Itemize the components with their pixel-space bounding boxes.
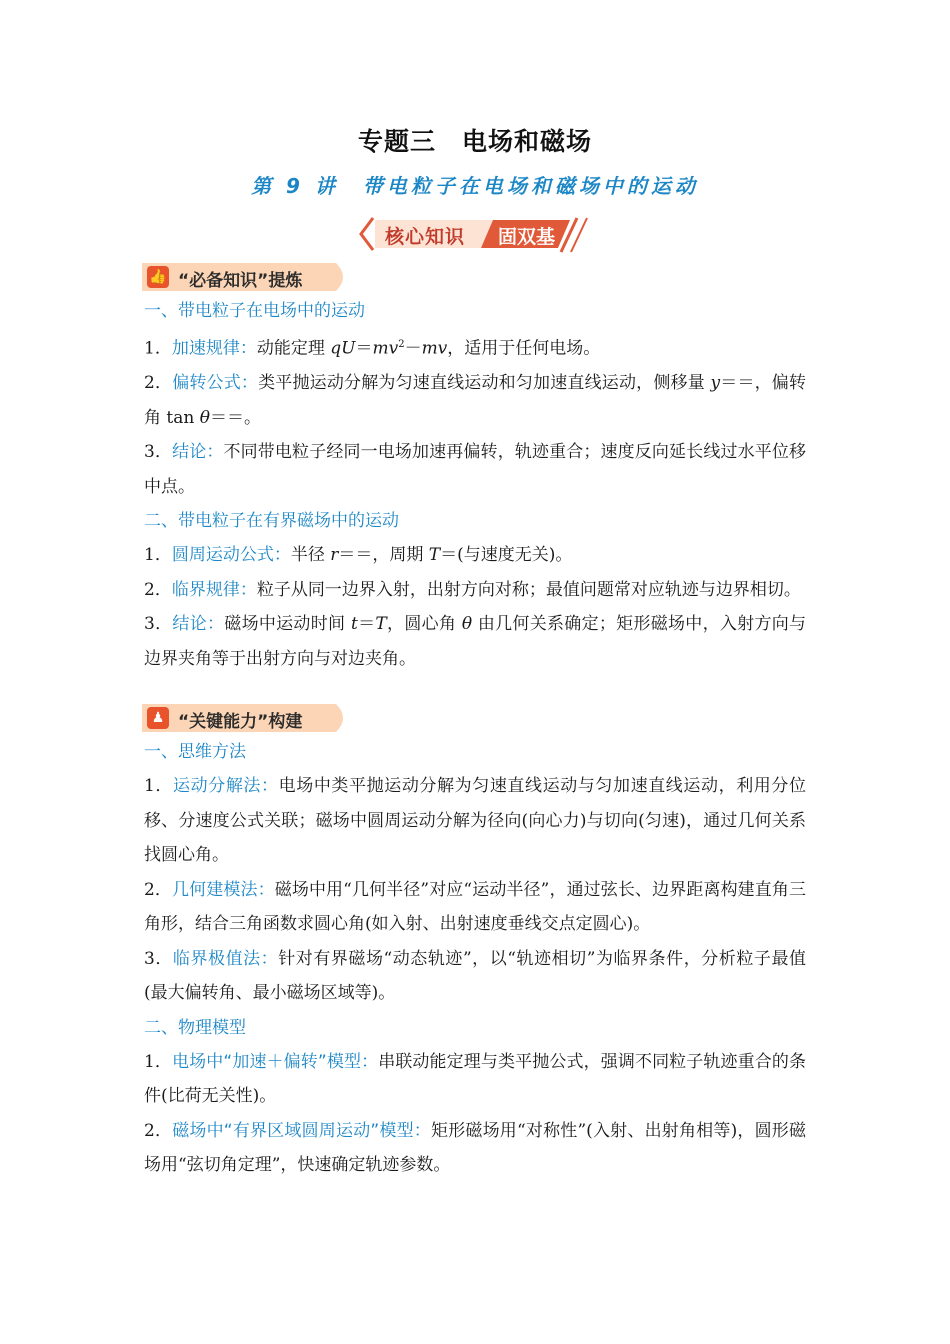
banner-right-label: 固双基: [498, 226, 556, 248]
essential-knowledge-content: [144, 294, 806, 676]
item-conclusion-magnetic: 3．结论：磁场中运动时间 t＝T，圆心角 θ 由几何关系确定；矩形磁场中，入射方向与边界夹角等于出射方向与对边夹角。: [144, 614, 807, 669]
item-acceleration-deflection-model: 1．电场中“加速＋偏转”模型：串联动能定理与类平抛公式，强调不同粒子轨迹重合的条件(比荷无关性)。: [144, 1051, 807, 1106]
heading-thinking-methods: 一、思维方法: [144, 742, 246, 762]
heading-magnetic-field-motion: 二、带电粒子在有界磁场中的运动: [144, 511, 399, 532]
key-ability-badge: [142, 704, 350, 732]
hierarchy-icon: ♟: [147, 707, 169, 729]
heading-physical-models: 二、物理模型: [144, 1017, 246, 1038]
item-circular-motion-formula: 1．圆周运动公式：半径 r＝＝，周期 T＝(与速度无关)。: [144, 545, 573, 566]
badge-label: “必备知识”提炼: [178, 271, 303, 291]
item-critical-rule: 2．临界规律：粒子从同一边界入射，出射方向对称；最值问题常对应轨迹与边界相切。: [144, 579, 801, 600]
badge-label: “关键能力”构建: [178, 712, 303, 732]
core-knowledge-banner: [355, 214, 595, 254]
item-motion-decomposition: 1．运动分解法：电场中类平抛运动分解为匀速直线运动与匀加速直线运动，利用分位移、分速度公式关联；磁场中圆周运动分解为径向(向心力)与切向(匀速)，通过几何关系找圆心角。: [144, 776, 807, 865]
heading-electric-field-motion: 一、带电粒子在电场中的运动: [144, 301, 365, 321]
item-bounded-circular-model: 2．磁场中“有界区域圆周运动”模型：矩形磁场用“对称性”(入射、出射角相等)，圆形磁场用“弦切角定理”，快速确定轨迹参数。: [144, 1120, 806, 1175]
lecture-subtitle: 第 9 讲 带电粒子在电场和磁场中的运动: [251, 174, 699, 198]
banner-left-label: 核心知识: [385, 226, 466, 248]
item-acceleration-rule: 1．加速规律：动能定理 $qU=mv^2-mv$，适用于任何电场。: [144, 338, 601, 359]
item-critical-extremum: 3．临界极值法：针对有界磁场“动态轨迹”，以“轨迹相切”为临界条件，分析粒子最值(最大偏转角、最小磁场区域等)。: [144, 948, 806, 1003]
thumbs-up-icon: 👍: [147, 266, 169, 288]
key-ability-content: [144, 735, 806, 1183]
item-geometric-modeling: 2．几何建模法：磁场中用“几何半径”对应“运动半径”，通过弦长、边界距离构建直角三角形，结合三角函数求圆心角(如入射、出射速度垂线交点定圆心)。: [144, 879, 807, 934]
item-conclusion-electric: 3．结论：不同带电粒子经同一电场加速再偏转，轨迹重合；速度反向延长线过水平位移中点。: [144, 442, 807, 497]
page-title: 专题三 电场和磁场: [357, 127, 592, 156]
essential-knowledge-badge: [142, 263, 350, 291]
item-deflection-formula: 2．偏转公式：类平抛运动分解为匀速直线运动和匀加速直线运动，侧移量 y＝＝，偏转角 tan θ＝＝。: [144, 373, 806, 428]
